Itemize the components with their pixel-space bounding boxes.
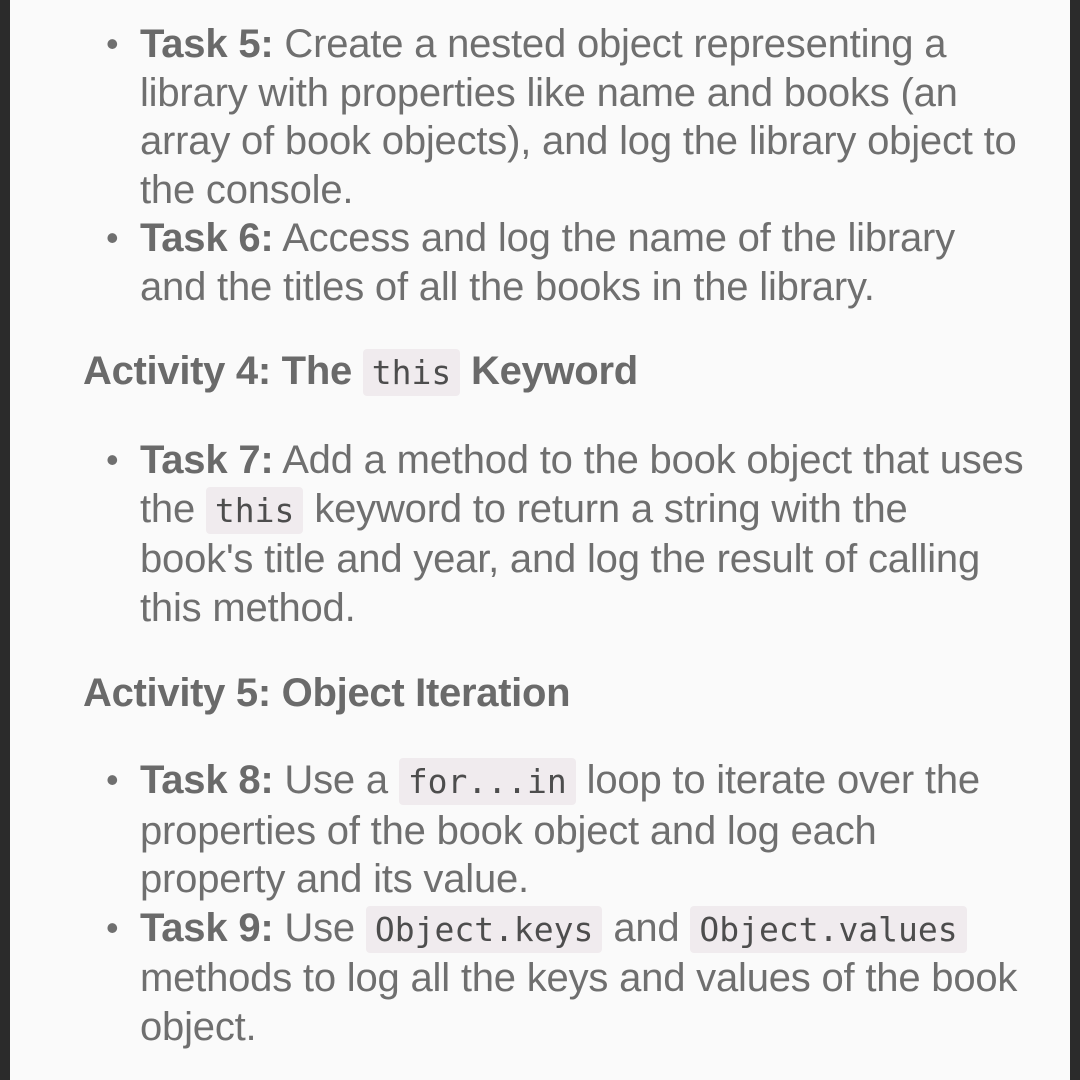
activity-4-heading [83,347,638,397]
task-7-item [10,436,1070,632]
task-text: Add a method to the book object that uses the [140,438,1024,531]
task-text: methods to log all the keys and values of the book object. [140,956,1018,1049]
task-text: Use a [273,758,399,802]
task-label: Task 7: [140,438,274,482]
task-label: Task 6: [140,216,274,260]
task-text: Use [273,905,366,950]
task-label: Task 8: [140,758,274,802]
bullet-icon: • [106,906,119,948]
task-text: Create a nested object representing a library with properties like name and books (an array of book objects), and log the library object to the console. [140,22,1017,212]
bullet-icon: • [106,23,119,64]
task-8-item [10,756,1070,904]
task-6-item [10,214,1070,311]
document-page [10,0,1070,1080]
task-9-item [10,904,1070,1052]
task-text: loop to iterate over the properties of the book object and log each property and its value. [140,758,980,901]
heading-text: Keyword [460,349,638,393]
bullet-icon: • [106,759,119,800]
task-text: and [602,905,691,950]
task-5-item [10,20,1070,214]
task-label: Task 9: [140,905,274,950]
bullet-icon: • [106,439,119,480]
heading-text: Activity 5: Object Iteration [83,671,571,715]
inline-code: for...in [399,758,576,805]
task-label: Task 5: [140,22,274,66]
task-text: keyword to return a string with the book's title and year, and log the result of calling this method. [140,486,980,630]
inline-code: Object.values [690,906,966,953]
bullet-icon: • [106,217,119,258]
activity-5-heading [83,669,570,717]
task-list-activity-4 [10,436,1070,632]
task-text: Access and log the name of the library and the titles of all the books in the library. [140,216,955,309]
inline-code: this [206,487,303,534]
inline-code: this [363,349,460,396]
task-list-activity-3 [10,20,1070,311]
inline-code: Object.keys [366,906,603,953]
task-list-activity-5 [10,756,1070,1051]
heading-text: Activity 4: The [83,349,363,393]
